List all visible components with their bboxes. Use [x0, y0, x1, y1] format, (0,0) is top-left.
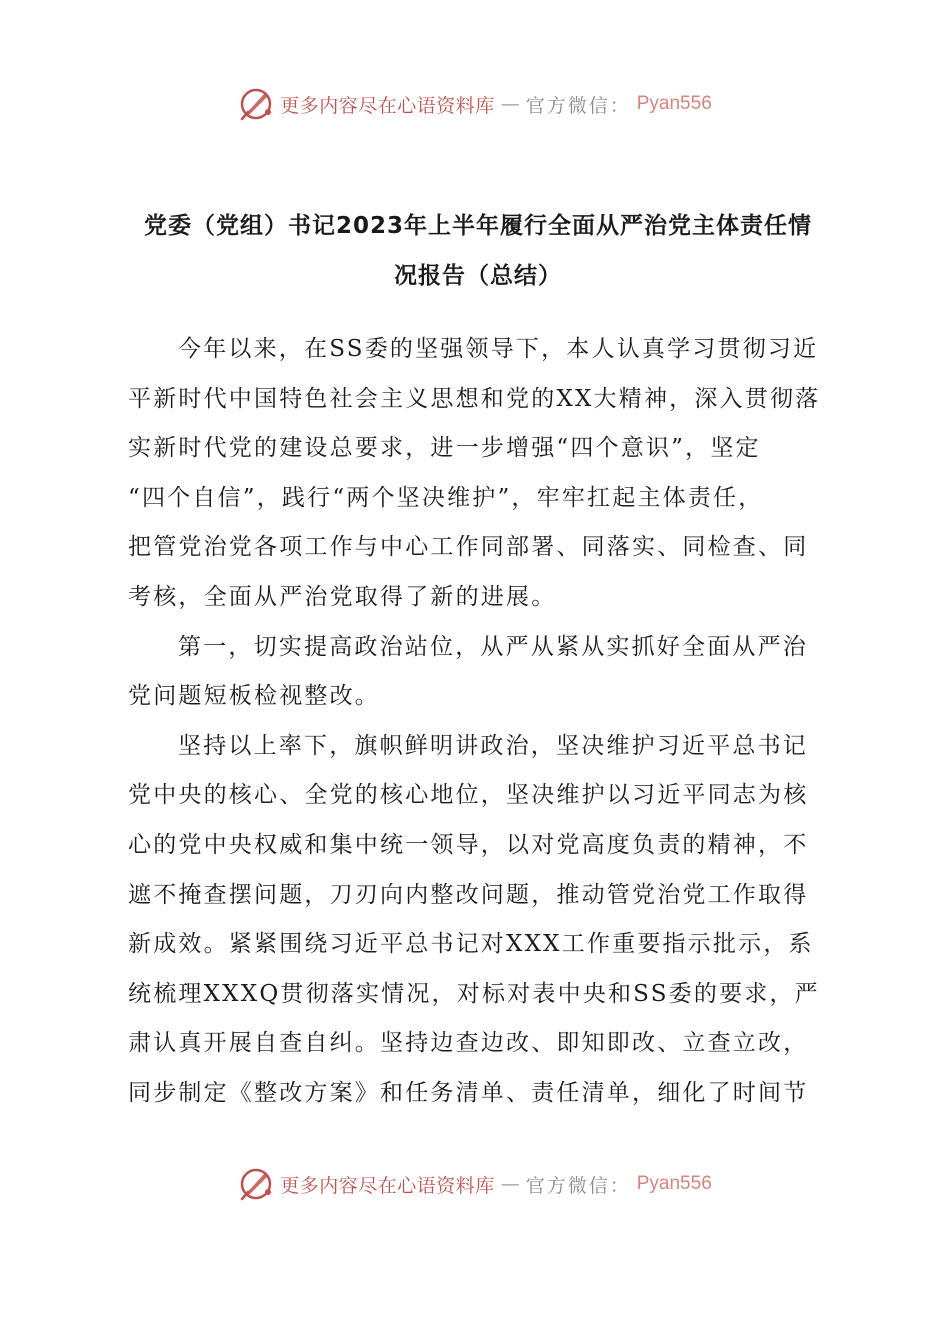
text-line: 统梳理XXXQ贯彻落实情况，对标对表中央和SS委的要求，严 — [128, 980, 820, 1007]
text-line: 同步制定《整改方案》和任务清单、责任清单，细化了时间节 — [128, 1079, 809, 1106]
text-line: “四个自信”，践行“两个坚决维护”，牢牢扛起主体责任， — [128, 484, 764, 511]
text-line: 实新时代党的建设总要求，进一步增强“四个意识”，坚定 — [128, 435, 761, 462]
text-line: 今年以来，在SS委的坚强领导下，本人认真学习贯彻习近 — [178, 336, 819, 362]
banner-wechat-id: Pyan556 — [636, 93, 712, 114]
title-line-2: 况报告（总结） — [394, 263, 562, 289]
text-line: 党中央的核心、全党的核心地位，坚决维护以习近平同志为核 — [128, 782, 809, 809]
banner-wechat-label: 官方微信： — [525, 94, 631, 117]
document-title — [128, 201, 828, 301]
quill-logo-icon — [238, 86, 274, 122]
paragraph-section-one-body — [128, 722, 828, 1119]
text-line: 心的党中央权威和集中统一领导，以对党高度负责的精神，不 — [128, 831, 809, 858]
banner-dash: — — [500, 93, 520, 115]
document-body — [128, 325, 828, 1119]
text-line: 第一，切实提高政治站位，从严从紧从实抓好全面从严治 — [178, 633, 808, 660]
text-line: 平新时代中国特色社会主义思想和党的XX大精神，深入贯彻落 — [128, 385, 821, 412]
banner-wechat-label: 官方微信： — [525, 1174, 631, 1197]
footer-watermark-banner — [0, 1164, 950, 1204]
title-line-1: 党委（党组）书记2023年上半年履行全面从严治党主体责任情 — [143, 213, 812, 239]
text-line: 新成效。紧紧围绕习近平总书记对XXX工作重要指示批示，系 — [128, 931, 814, 958]
quill-logo-icon — [238, 1166, 274, 1202]
text-line: 考核，全面从严治党取得了新的进展。 — [128, 583, 557, 610]
banner-dash: — — [500, 1173, 520, 1195]
banner-brand-text: 更多内容尽在心语资料库 — [280, 94, 495, 117]
banner-brand-text: 更多内容尽在心语资料库 — [280, 1174, 495, 1197]
paragraph-section-one-heading — [128, 623, 828, 722]
text-line: 肃认真开展自查自纠。坚持边查边改、即知即改、立查立改， — [128, 1030, 809, 1057]
banner-wechat-id: Pyan556 — [636, 1173, 712, 1194]
text-line: 党问题短板检视整改。 — [128, 683, 380, 710]
text-line: 坚持以上率下，旗帜鲜明讲政治，坚决维护习近平总书记 — [178, 732, 808, 759]
paragraph-intro — [128, 325, 828, 623]
header-watermark-banner — [0, 84, 950, 124]
text-line: 把管党治党各项工作与中心工作同部署、同落实、同检查、同 — [128, 534, 809, 561]
text-line: 遮不掩查摆问题，刀刃向内整改问题，推动管党治党工作取得 — [128, 881, 809, 908]
